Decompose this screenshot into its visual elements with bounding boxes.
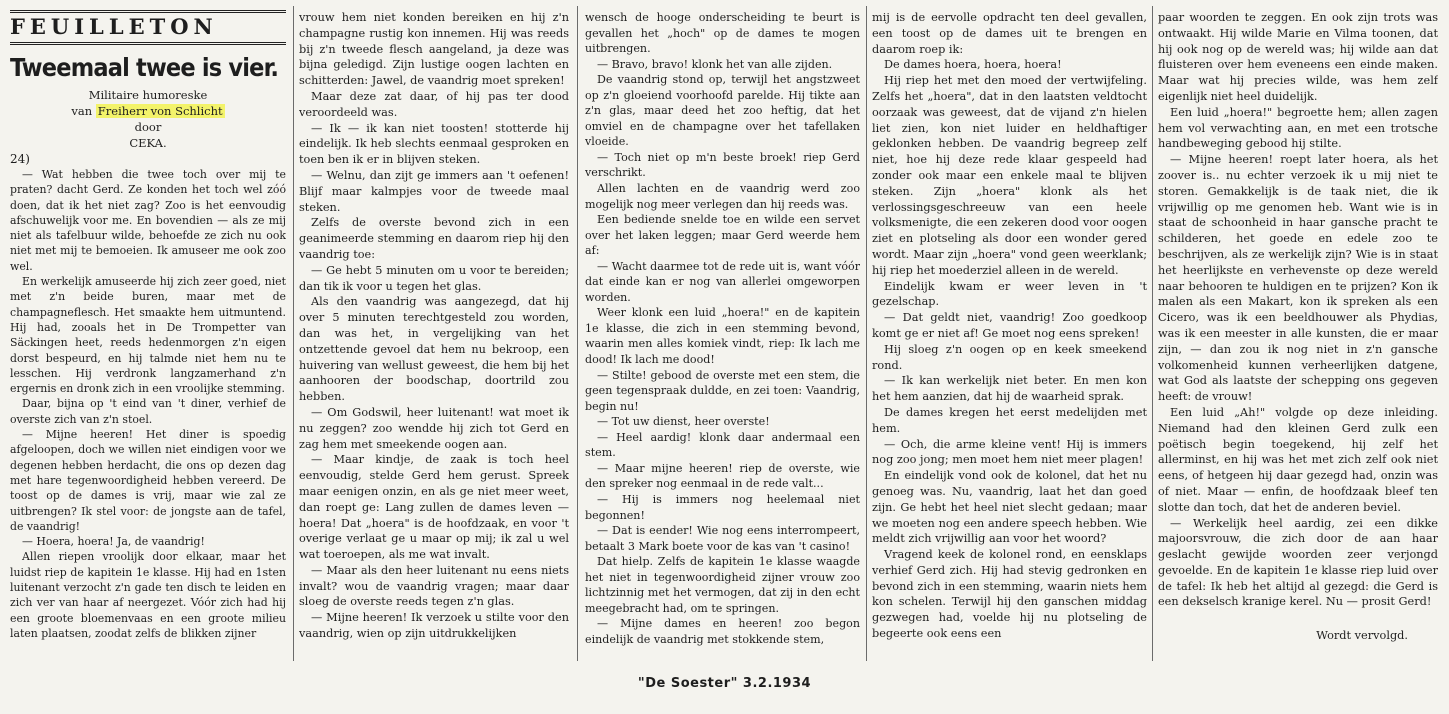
column-rule bbox=[866, 6, 867, 661]
column-rule bbox=[293, 6, 294, 661]
continued-note: Wordt vervolgd. bbox=[1316, 629, 1408, 643]
paragraph: Als den vaandrig was aangezegd, dat hij over 5 minuten terechtgesteld zou worden, dan was het, in vergelijking van het ontzettende gevoel dat hem nu bekroop, een huivering van wellust geweest, die hem bij het aanhooren der boodschap, doortrild zou hebben. bbox=[299, 295, 569, 404]
article-title: Tweemaal twee is vier. bbox=[10, 53, 279, 82]
column-body bbox=[299, 10, 569, 642]
paragraph: Hij riep het met den moed der vertwijfeling. Zelfs het „hoera", dat in den laatsten veldtocht oorzaak was geweest, dat de vijand z'n hielen liet zien, kon niet luider en heldhaftiger geklonken hebben. De vaandrig begreep zelf niet, hoe hij deze rede klaar gespeeld had zonder ook maar een enkele maal te blijven steken. Zijn „hoera" klonk als het verlossingsgeschreeuw van een heele volksmenigte, die een zekeren dood voor oogen ziet en plotseling als door een wonder gered wordt. Maar zijn „hoera" vond geen weerklank; hij riep het moederziel alleen in de wereld. bbox=[872, 74, 1147, 277]
paragraph: — Hij is immers nog heelemaal niet begonnen! bbox=[585, 492, 860, 522]
paragraph: De dames hoera, hoera, hoera! bbox=[884, 58, 1062, 72]
paragraph: — Wacht daarmee tot de rede uit is, want vóór dat einde kan er nog van allerlei omgeworpen worden. bbox=[585, 259, 860, 304]
paragraph: — Toch niet op m'n beste broek! riep Gerd verschrikt. bbox=[585, 150, 860, 180]
paragraph: Zelfs de overste bevond zich in een geanimeerde stemming en daarom riep hij den vaandrig toe: bbox=[299, 216, 569, 261]
author-name: Freiherr von Schlicht bbox=[97, 104, 223, 118]
paragraph: Vragend keek de kolonel rond, en eensklaps verhief Gerd zich. Hij had stevig gedronken en bevond zich in een stemming, waarin niets hem kon schelen. Terwijl hij den ganschen middag gezwegen had, voelde hij nu plotseling de begeerte ook eens een bbox=[872, 548, 1147, 641]
paragraph: — Och, die arme kleine vent! Hij is immers nog zoo jong; men moet hem niet meer plagen! bbox=[872, 437, 1147, 467]
paragraph: Weer klonk een luid „hoera!" en de kapitein 1e klasse, die zich in een stemming bevond, waarin men alles komiek vindt, riep: Ik lach me dood! Ik lach me dood! bbox=[585, 306, 860, 367]
paragraph: De dames kregen het eerst medelijden met hem. bbox=[872, 405, 1147, 435]
article-genre: Militaire humoreske bbox=[88, 88, 208, 102]
paragraph: wensch de hooge onderscheiding te beurt is gevallen het „hoch" op de dames te mogen uitbrengen. bbox=[585, 11, 860, 56]
paragraph: — Dat geldt niet, vaandrig! Zoo goedkoop komt ge er niet af! Ge moet nog eens spreken! bbox=[872, 311, 1147, 340]
paragraph: — Mijne heeren! Het diner is spoedig afgeloopen, doch we willen niet eindigen voor we degenen hebben herdacht, die ons op dezen dag met hare tegenwoordigheid hebben vereerd. De toost op de dames is vrij, maar wie zal ze uitbrengen? Ik stel voor: de jongste aan de tafel, de vaandrig! bbox=[10, 428, 286, 533]
paragraph: Maar deze zat daar, of hij pas ter dood veroordeeld was. bbox=[299, 89, 569, 119]
paragraph: — Werkelijk heel aardig, zei een dikke majoorsvrouw, die zich door de aan haar geslacht gewijde woorden zeer verjongd gevoelde. En de kapitein 1e klasse riep luid over de tafel: Ik heb het altijd al gezegd: die Gerd is een dekselsch kranige kerel. Nu — prosit Gerd! bbox=[1158, 516, 1438, 609]
column-1 bbox=[10, 10, 286, 658]
paragraph: — Maar kindje, de zaak is toch heel eenvoudig, stelde Gerd hem gerust. Spreek maar eenigen onzin, en als ge niet meer weet, dan roept ge: Lang zullen de dames leven — hoera! Dat „hoera" is de hoofdzaak, en voor 't overige verlaat ge u maar op mij; ik zal u wel wat toeroepen, als me wat invalt. bbox=[299, 453, 569, 562]
author-line bbox=[10, 103, 286, 119]
paragraph: Eindelijk kwam er weer leven in 't gezelschap. bbox=[872, 279, 1147, 309]
paragraph: mij is de eervolle opdracht ten deel gevallen, een toost op de dames uit te brengen en daarom roep ik: bbox=[872, 11, 1147, 56]
column-3 bbox=[585, 10, 860, 658]
column-body bbox=[1158, 10, 1438, 610]
translator-name: CEKA. bbox=[129, 136, 167, 150]
paragraph: — Bravo, bravo! klonk het van alle zijden. bbox=[597, 57, 833, 71]
paragraph: — Mijne dames en heeren! zoo begon eindelijk de vaandrig met stokkende stem, bbox=[585, 617, 860, 646]
paragraph: — Ge hebt 5 minuten om u voor te bereiden; dan tik ik voor u tegen het glas. bbox=[299, 263, 569, 293]
paragraph: Hij sloeg z'n oogen op en keek smeekend rond. bbox=[872, 342, 1147, 372]
paragraph: — Maar mijne heeren! riep de overste, wie den spreker nog eenmaal in de rede valt... bbox=[585, 461, 860, 491]
paragraph: Een luid „Ah!" volgde op deze inleiding. Niemand had den kleinen Gerd zulk een poëtisch begin toegekend, hij zelf het allerminst, en hij was het met zich zelf ook niet eens, of hetgeen hij daar gezegd had, onzin was of niet. Maar — enfin, de hoofdzaak bleef ten slotte dan toch, dat het de anderen beviel. bbox=[1158, 405, 1438, 514]
paragraph: En werkelijk amuseerde hij zich zeer goed, niet met z'n beide buren, maar met de champagneflesch. Het smaakte hem uitmuntend. Hij had, zooals het in De Trompetter van Säckingen heet, reeds hedenmorgen z'n eigen dorst bespeurd, en hij talmde niet hem nu te lesschen. Hij verdronk langzamerhand z'n ergernis en dronk zich in een vroolijke stemming. bbox=[10, 275, 286, 396]
paragraph: — Om Godswil, heer luitenant! wat moet ik nu zeggen? zoo wendde hij zich tot Gerd en zag hem met smeekende oogen aan. bbox=[299, 405, 569, 451]
paragraph: En eindelijk vond ook de kolonel, dat het nu genoeg was. Nu, vaandrig, laat het dan goed zijn. Ge hebt het heel niet slecht gedaan; maar we moeten nog een andere speech hebben. Wie meldt zich vrijwillig aan voor het woord? bbox=[872, 469, 1147, 546]
paragraph: vrouw hem niet konden bereiken en hij z'n champagne rustig kon innemen. Hij was reeds bij z'n tweede flesch aangeland, ja deze was bijna geledigd. Zijn lustige oogen lachten en schitterden: Jawel, de vaandrig moet spreken! bbox=[299, 11, 569, 88]
paragraph: Een bediende snelde toe en wilde een servet over het laken leggen; maar Gerd weerde hem af: bbox=[585, 213, 860, 258]
column-rule bbox=[577, 6, 578, 661]
paragraph: De vaandrig stond op, terwijl het angstzweet op z'n gloeiend voorhoofd parelde. Hij tikte aan z'n glas, maar deed het zoo heftig, dat het omviel en de champagne over het tafellaken vloeide. bbox=[585, 73, 860, 149]
paragraph: Daar, bijna op 't eind van 't diner, verhief de overste zich van z'n stoel. bbox=[10, 397, 286, 426]
source-caption: "De Soester" 3.2.1934 bbox=[637, 676, 812, 691]
column-4 bbox=[872, 10, 1147, 658]
column-body bbox=[872, 10, 1147, 642]
section-masthead: FEUILLETON bbox=[10, 10, 286, 45]
column-body bbox=[10, 167, 286, 641]
paragraph: — Heel aardig! klonk daar andermaal een stem. bbox=[585, 430, 860, 460]
paragraph: Dat hielp. Zelfs de kapitein 1e klasse waagde het niet in tegenwoordigheid zijner vrouw zoo lichtzinnig met het vermogen, dat zij in den echt meegebracht had, om te springen. bbox=[585, 555, 860, 615]
paragraph: — Tot uw dienst, heer overste! bbox=[597, 415, 770, 429]
paragraph: Allen riepen vroolijk door elkaar, maar het luidst riep de kapitein 1e klasse. Hij had en 1sten luitenant verzocht z'n gade ten disch te leiden en zich ver van haar af neergezet. Vóór zich had hij een groote bloemenvaas en een groote milieu laten plaatsen, zoodat zelfs de blikken zijner bbox=[10, 550, 286, 640]
paragraph: — Stilte! gebood de overste met een stem, die geen tegenspraak duldde, en zei toen: Vaandrig, begin nu! bbox=[585, 368, 860, 413]
paragraph: — Mijne heeren! roept later hoera, als het zoover is.. nu echter verzoek ik u mij niet te storen. Gemakkelijk is de taak niet, die ik vrijwillig op me genomen heb. Want wie is in staat de schoonheid in haar gansche pracht te schilderen, het goede en edele zoo te beschrijven, als ze werkelijk zijn? Wie is in staat het heerlijkste en verhevenste op deze wereld naar behooren te huldigen en te prijzen? Kon ik malen als een Makart, kon ik spreken als een Cicero, was ik een beeldhouwer als Phydias, was ik een meester in alle kunsten, die er maar zijn, — dan zou ik nog niet in z'n gansche volkomenheid kunnen verheerlijken datgene, wat God als laatste der schepping ons gegeven heeft: de vrouw! bbox=[1158, 153, 1438, 404]
column-rule bbox=[1152, 6, 1153, 661]
by-prefix: van bbox=[71, 104, 93, 118]
paragraph: — Wat hebben die twee toch over mij te praten? dacht Gerd. Ze konden het toch wel zóó doen, dat ik het niet zag? Zoo is het eenvoudig afschuwelijk voor me. En bovendien — als ze mij niet als tafelbuur wilde, behoefde ze zich nu ook niet met mij te bemoeien. Ik amuseer me ook zoo wel. bbox=[10, 168, 286, 273]
installment-number: 24) bbox=[10, 152, 30, 166]
paragraph: paar woorden te zeggen. En ook zijn trots was ontwaakt. Hij wilde Marie en Vilma toonen, dat hij ook nog op de wereld was; hij wilde aan dat fluisteren over hem eveneens een einde maken. Maar wat hij precies wilde, was hem zelf eigenlijk niet heel duidelijk. bbox=[1158, 11, 1438, 103]
paragraph: — Ik — ik kan niet toosten! stotterde hij eindelijk. Ik heb slechts eenmaal gesproken en toen ben ik er in blijven steken. bbox=[299, 121, 569, 167]
translated-by: door bbox=[134, 120, 162, 134]
paragraph: Een luid „hoera!" begroette hem; allen zagen hem vol verwachting aan, en met een trotsche handbeweging gebood hij stilte. bbox=[1158, 105, 1438, 151]
paragraph: — Mijne heeren! Ik verzoek u stilte voor den vaandrig, wien op zijn uitdrukkelijken bbox=[299, 611, 569, 641]
paragraph: — Ik kan werkelijk niet beter. En men kon het hem aanzien, dat hij de waarheid sprak. bbox=[872, 374, 1147, 404]
paragraph: — Maar als den heer luitenant nu eens niets invalt? wou de vaandrig vragen; maar daar sloeg de overste reeds tegen z'n glas. bbox=[299, 563, 569, 609]
paragraph: — Dat is eender! Wie nog eens interrompeert, betaalt 3 Mark boete voor de kas van 't casino! bbox=[585, 524, 860, 553]
paragraph: — Hoera, hoera! Ja, de vaandrig! bbox=[22, 535, 205, 549]
paragraph: — Welnu, dan zijt ge immers aan 't oefenen! Blijf maar kalmpjes voor de tweede maal steken. bbox=[299, 168, 569, 214]
column-2 bbox=[299, 10, 569, 658]
column-body bbox=[585, 10, 860, 647]
paragraph: Allen lachten en de vaandrig werd zoo mogelijk nog meer verlegen dan hij reeds was. bbox=[585, 182, 860, 211]
column-5 bbox=[1158, 10, 1438, 658]
